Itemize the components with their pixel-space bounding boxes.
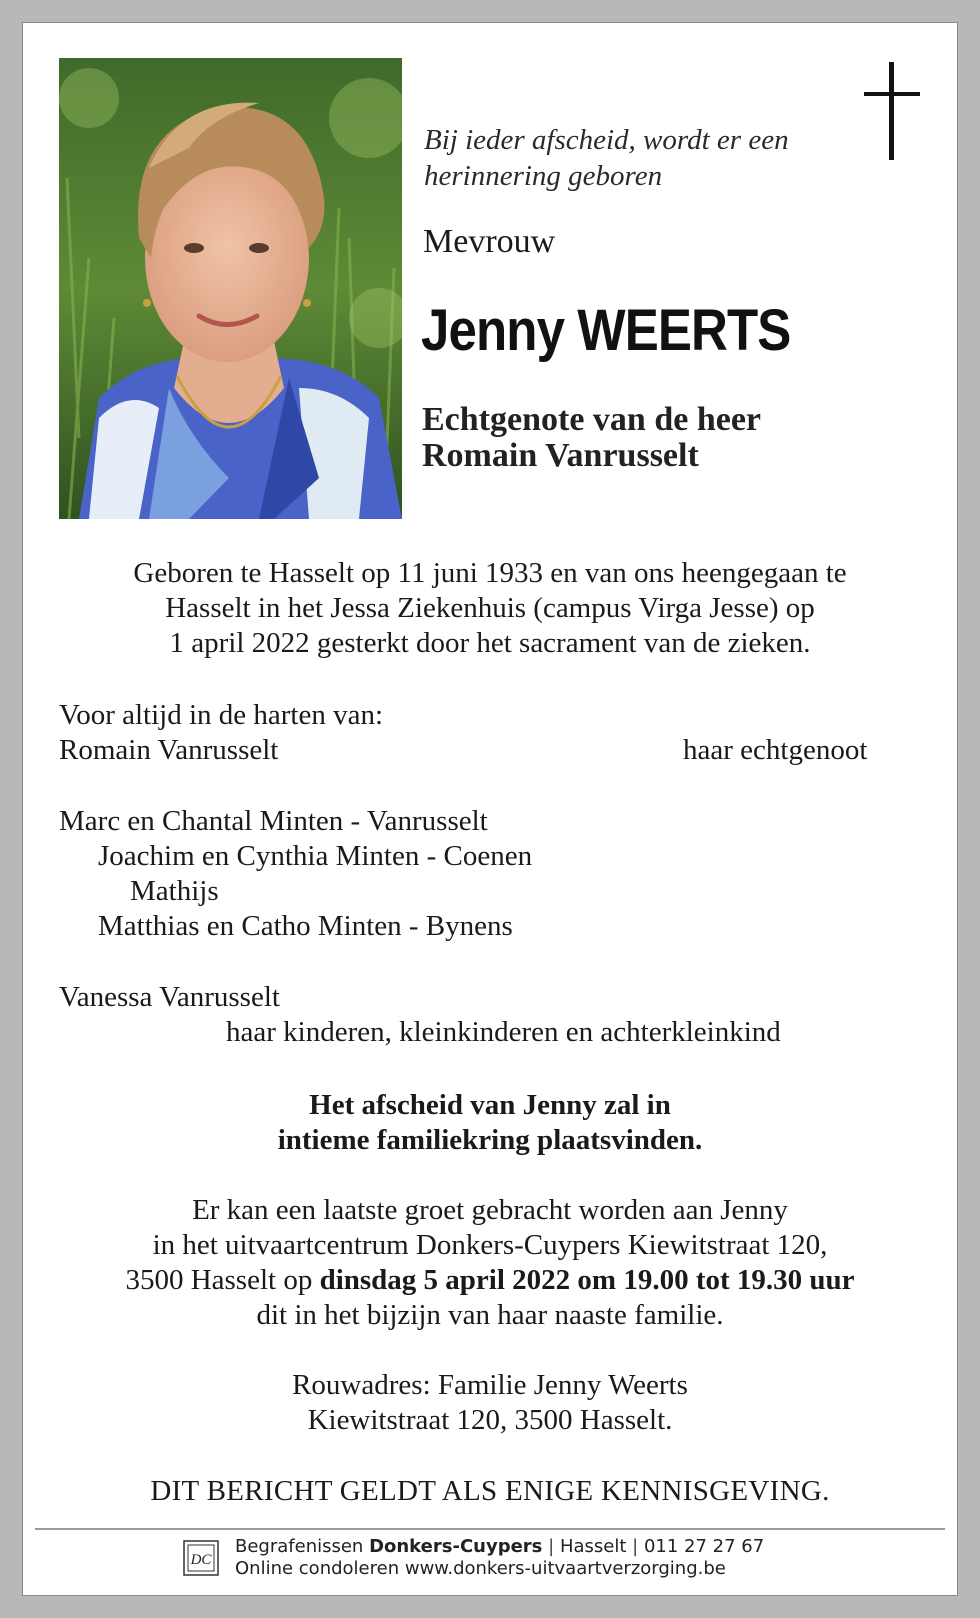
portrait-illustration (59, 58, 402, 519)
logo-monogram: DC (190, 1552, 212, 1568)
visit-paragraph (0, 1193, 980, 1333)
official-notice: DIT BERICHT GELDT ALS ENIGE KENNISGEVING. (150, 1475, 830, 1507)
birth-death-line-1: Geboren te Hasselt op 11 juni 1933 en van ons heengegaan te (133, 557, 847, 589)
farewell-line-2: intieme familiekring plaatsvinden. (277, 1124, 703, 1156)
deceased-name: Jenny WEERTS (421, 298, 791, 363)
footer-info (235, 1536, 764, 1580)
grandchild-2: Matthias en Catho Minten - Bynens (98, 910, 513, 942)
company-name: Donkers-Cuypers (369, 1536, 543, 1557)
descendants-role: haar kinderen, kleinkinderen en achterkleinkind (226, 1016, 781, 1048)
farewell-notice (0, 1088, 980, 1158)
company-city: Hasselt (559, 1536, 627, 1557)
great-grandchild-1: Mathijs (130, 875, 219, 907)
daughter: Vanessa Vanrusselt (59, 981, 280, 1013)
footer-line-2 (235, 1558, 764, 1580)
quote (424, 122, 789, 194)
birth-death-line-3: 1 april 2022 gesterkt door het sacrament van de zieken. (169, 627, 811, 659)
visit-line-2: in het uitvaartcentrum Donkers-Cuypers Kiewitstraat 120, (152, 1229, 828, 1261)
spouse-line-2: Romain Vanrusselt (422, 437, 699, 474)
husband-role: haar echtgenoot (683, 734, 868, 766)
spouse-line-1: Echtgenote van de heer (422, 401, 762, 438)
address-line-1: Rouwadres: Familie Jenny Weerts (292, 1369, 688, 1401)
spouse-info (422, 402, 761, 474)
cross-icon (864, 62, 920, 160)
birth-death-paragraph (0, 556, 980, 661)
farewell-line-1: Het afscheid van Jenny zal in (309, 1089, 671, 1121)
online-label: Online condoleren (235, 1558, 400, 1579)
visit-line-3-prefix: 3500 Hasselt op (125, 1264, 320, 1296)
funeral-home-logo (183, 1540, 219, 1576)
portrait-photo (59, 58, 402, 519)
website-link[interactable]: www.donkers-uitvaartverzorging.be (404, 1558, 726, 1579)
honorific: Mevrouw (423, 223, 556, 260)
mourning-address (0, 1368, 980, 1438)
grandchild-1: Joachim en Cynthia Minten - Coenen (98, 840, 533, 872)
footer-line-1: Begrafenissen Donkers-Cuypers | Hasselt | 011 27 27 67 (235, 1536, 765, 1557)
birth-death-line-2: Hasselt in het Jessa Ziekenhuis (campus Virga Jesse) op (165, 592, 815, 624)
husband-name: Romain Vanrusselt (59, 734, 279, 766)
footer-divider (35, 1528, 945, 1530)
visit-line-4: dit in het bijzijn van haar naaste familie. (256, 1299, 724, 1331)
child-1: Marc en Chantal Minten - Vanrusselt (59, 805, 488, 837)
visit-line-1: Er kan een laatste groet gebracht worden aan Jenny (192, 1194, 788, 1226)
quote-line-1: Bij ieder afscheid, wordt er een (424, 124, 789, 156)
company-prefix: Begrafenissen (235, 1536, 370, 1557)
quote-line-2: herinnering geboren (424, 160, 663, 192)
address-line-2: Kiewitstraat 120, 3500 Hasselt. (307, 1404, 673, 1436)
company-phone[interactable]: 011 27 27 67 (643, 1536, 765, 1557)
family-intro: Voor altijd in de harten van: (59, 699, 384, 731)
visit-datetime: dinsdag 5 april 2022 om 19.00 tot 19.30 uur (319, 1264, 855, 1296)
